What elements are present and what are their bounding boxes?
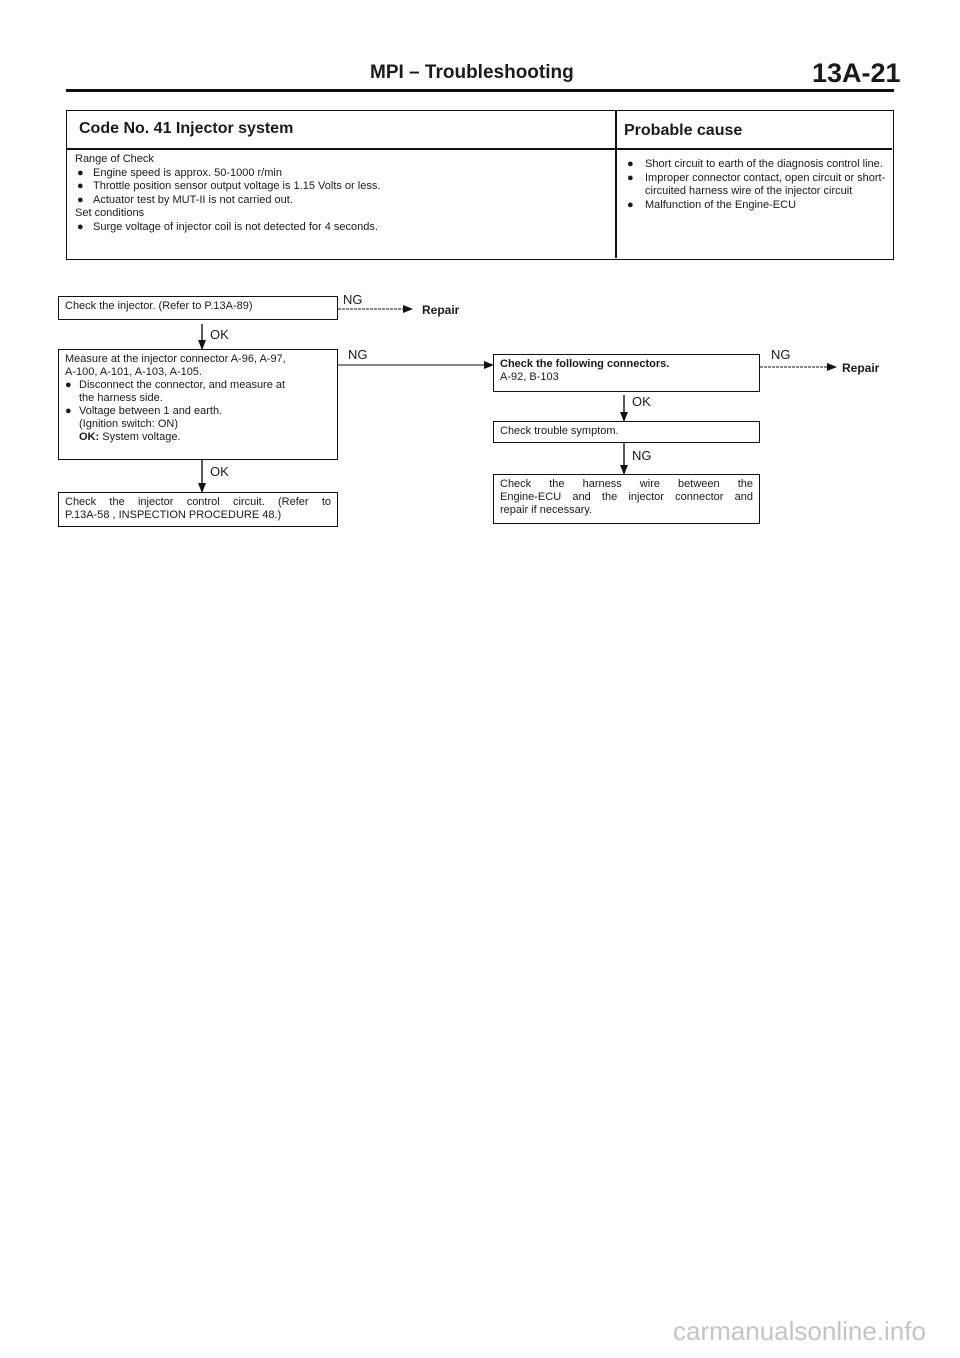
flow-step-check-harness: Check the harness wire between the Engine-ECU and the injector connector and repair if necessary. [493,474,760,524]
range-item: ● Engine speed is approx. 50-1000 r/min [77,166,282,179]
code-heading: Code No. 41 Injector system [79,120,294,137]
measure-item: ● Voltage between 1 and earth. [65,405,223,417]
flow-step-check-symptom: Check trouble symptom. [493,421,760,443]
bullet-icon: ● [627,171,634,184]
flow-step-check-injector: Check the injector. (Refer to P.13A-89) [58,296,338,320]
repair-label: Repair [422,303,460,317]
set-conditions-label: Set conditions [75,207,145,220]
ng-label: NG [632,448,652,463]
probable-cause-heading: Probable cause [624,122,743,139]
ng-label: NG [348,347,368,362]
bullet-icon: ● [77,193,84,206]
cause-item: ● Improper connector contact, open circuit or short-circuited harness wire of the injector circuit [627,171,886,198]
page-number: 13A-21 [812,58,901,88]
flow-step-check-connectors: Check the following connectors. A-92, B-103 [493,354,760,392]
range-item: ● Actuator test by MUT-II is not carried out. [77,193,293,206]
bullet-icon: ● [77,180,84,193]
bullet-icon: ● [65,379,72,391]
flow-step-check-control-circuit: Check the injector control circuit. (Refer to P.13A-58 , INSPECTION PROCEDURE 48.) [58,492,338,527]
bullet-icon: ● [65,405,72,417]
bullet-icon: ● [77,220,84,233]
watermark: carmanualsonline.info [673,1316,926,1346]
range-item: ● Throttle position sensor output voltage is 1.15 Volts or less. [77,180,381,193]
bullet-icon: ● [77,166,84,179]
ok-label: OK [210,464,229,479]
flow-step-measure-connector: Measure at the injector connector A-96, A-97, A-100, A-101, A-103, A-105. ● Disconnect the connector, and measure at the harness side. ● Voltage between 1 and earth. (Ignition switch: ON) OK: System voltage. [58,349,338,460]
ok-label: OK [632,394,651,409]
repair-label: Repair [842,361,880,375]
set-condition-item: ● Surge voltage of injector coil is not detected for 4 seconds. [77,220,378,233]
ok-criteria: OK: System voltage. [79,431,181,443]
ng-label: NG [343,292,363,307]
header-divider [66,89,894,92]
table-header-divider [67,148,892,150]
diagnostic-code-table [66,110,894,260]
table-column-divider [615,111,617,258]
page-title: MPI – Troubleshooting [370,62,574,83]
measure-item: ● Disconnect the connector, and measure at [65,379,286,391]
cause-item: ● Malfunction of the Engine-ECU [627,198,797,211]
ok-label: OK [210,327,229,342]
ng-label: NG [771,347,791,362]
bullet-icon: ● [627,198,634,211]
check-conditions [75,153,605,235]
probable-causes [623,158,891,212]
range-of-check-label: Range of Check [75,153,154,165]
bullet-icon: ● [627,158,634,170]
cause-item: ● Short circuit to earth of the diagnosis control line. [627,158,883,170]
